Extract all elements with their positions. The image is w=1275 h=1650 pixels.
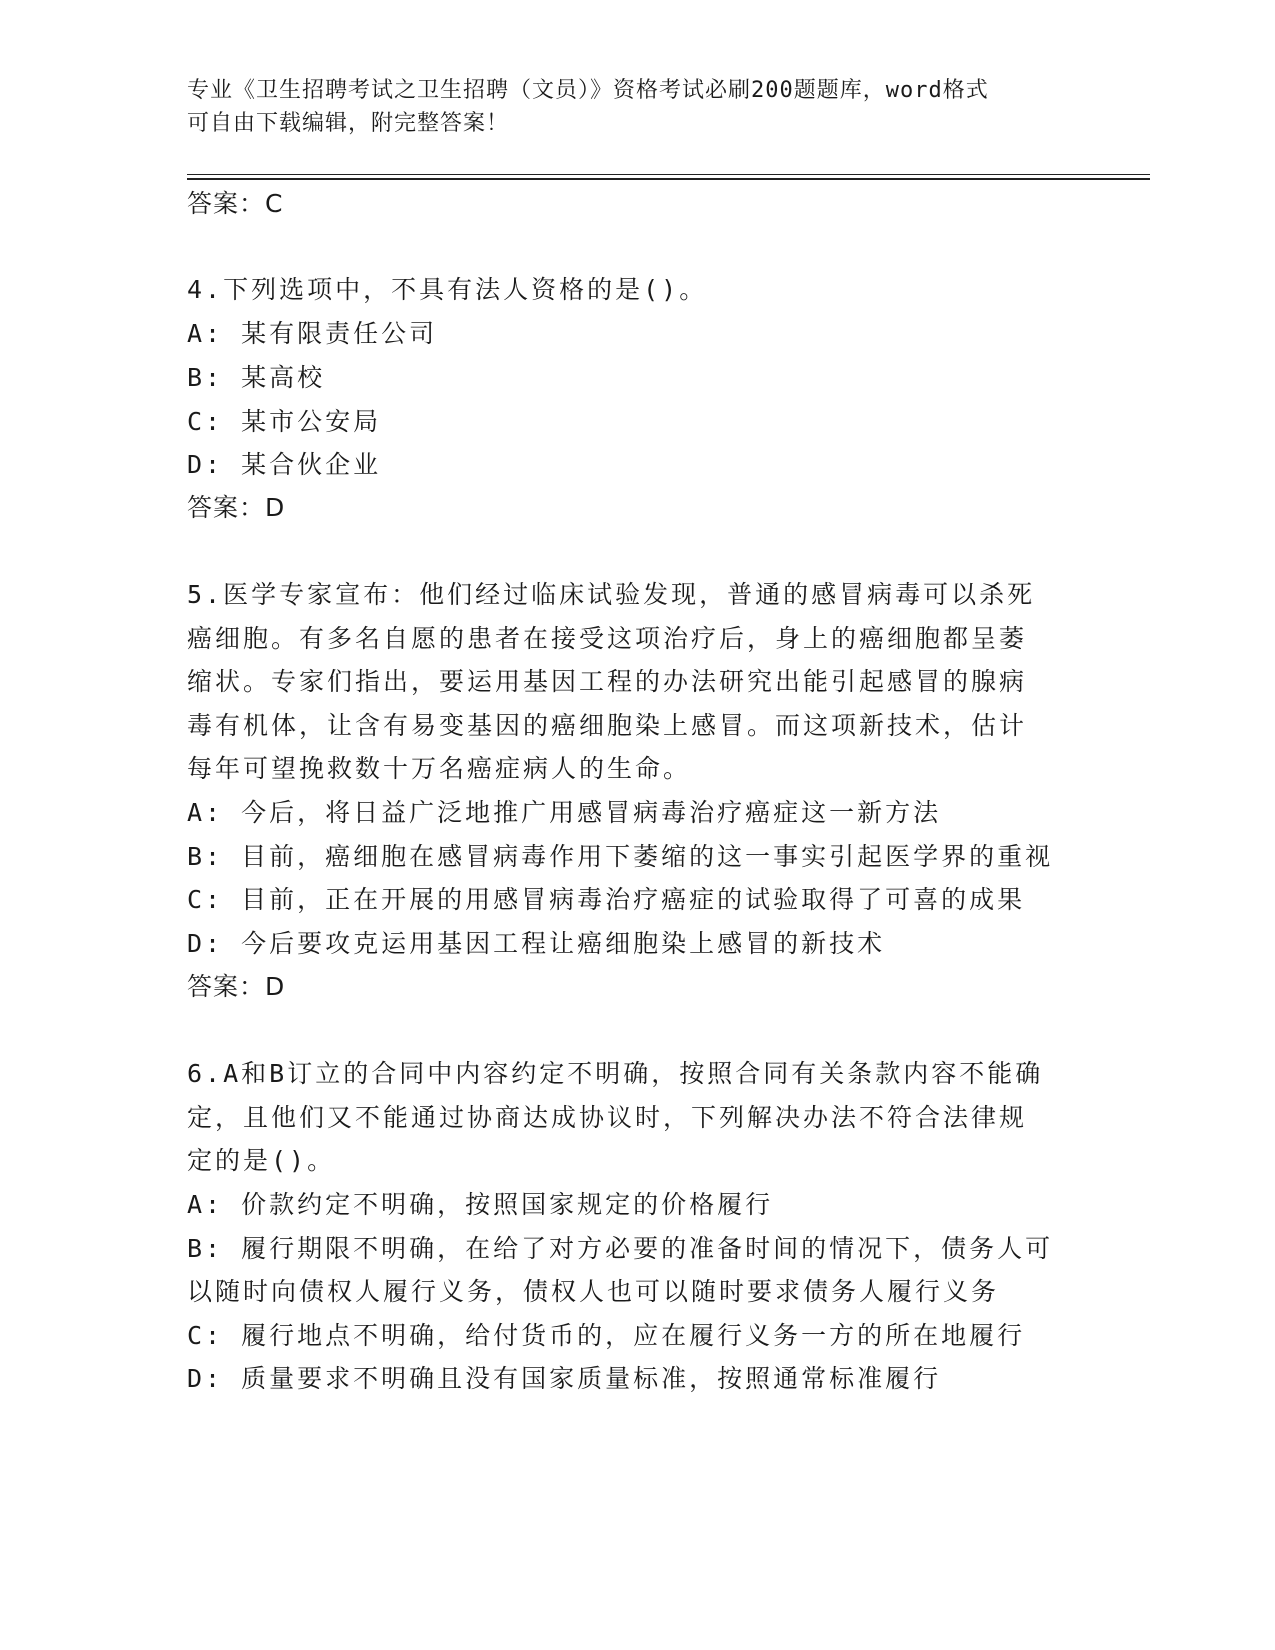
question-4-stem: 4.下列选项中，不具有法人资格的是()。 (187, 275, 708, 304)
question-5-stem-line-1: 5.医学专家宣布：他们经过临床试验发现，普通的感冒病毒可以杀死 (187, 580, 1036, 609)
question-5-option-d: D: 今后要攻克运用基因工程让癌细胞染上感冒的新技术 (187, 929, 886, 958)
question-5-answer: 答案：D (187, 972, 286, 1001)
question-5-option-a: A: 今后，将日益广泛地推广用感冒病毒治疗癌症这一新方法 (187, 798, 942, 827)
answer-previous: 答案：C (187, 189, 284, 218)
document-header (187, 74, 1067, 140)
header-line-1: 专业《卫生招聘考试之卫生招聘（文员）》资格考试必刷200题题库，word格式 (187, 78, 989, 103)
question-6-stem-line-1: 6.A和B订立的合同中内容约定不明确，按照合同有关条款内容不能确 (187, 1059, 1044, 1088)
question-4-option-d: D: 某合伙企业 (187, 450, 382, 479)
question-5-stem-line-2: 癌细胞。有多名自愿的患者在接受这项治疗后，身上的癌细胞都呈萎 (187, 624, 1028, 653)
question-6-option-b-line-1: B: 履行期限不明确，在给了对方必要的准备时间的情况下，债务人可 (187, 1234, 1054, 1263)
header-rule-thick (187, 178, 1150, 180)
question-6-option-d: D: 质量要求不明确且没有国家质量标准，按照通常标准履行 (187, 1364, 942, 1393)
question-6-stem-line-2: 定，且他们又不能通过协商达成协议时，下列解决办法不符合法律规 (187, 1103, 1028, 1132)
header-rule-thin (187, 174, 1150, 175)
question-6-option-c: C: 履行地点不明确，给付货币的，应在履行义务一方的所在地履行 (187, 1321, 1026, 1350)
header-line-2: 可自由下载编辑，附完整答案！ (187, 111, 510, 136)
question-4-option-b: B: 某高校 (187, 363, 326, 392)
question-4-option-c: C: 某市公安局 (187, 407, 382, 436)
question-5-option-c: C: 目前，正在开展的用感冒病毒治疗癌症的试验取得了可喜的成果 (187, 885, 1026, 914)
question-4-answer: 答案：D (187, 493, 286, 522)
question-5-option-b: B: 目前，癌细胞在感冒病毒作用下萎缩的这一事实引起医学界的重视 (187, 842, 1054, 871)
question-6-option-a: A: 价款约定不明确，按照国家规定的价格履行 (187, 1190, 774, 1219)
question-5-stem-line-5: 每年可望挽救数十万名癌症病人的生命。 (187, 754, 692, 783)
question-5-stem-line-4: 毒有机体，让含有易变基因的癌细胞染上感冒。而这项新技术，估计 (187, 711, 1028, 740)
question-6-option-b-line-2: 以随时向债权人履行义务，债权人也可以随时要求债务人履行义务 (187, 1277, 1000, 1306)
question-6-stem-line-3: 定的是()。 (187, 1146, 336, 1175)
question-5-stem-line-3: 缩状。专家们指出，要运用基因工程的办法研究出能引起感冒的腺病 (187, 667, 1028, 696)
question-4-option-a: A: 某有限责任公司 (187, 319, 438, 348)
